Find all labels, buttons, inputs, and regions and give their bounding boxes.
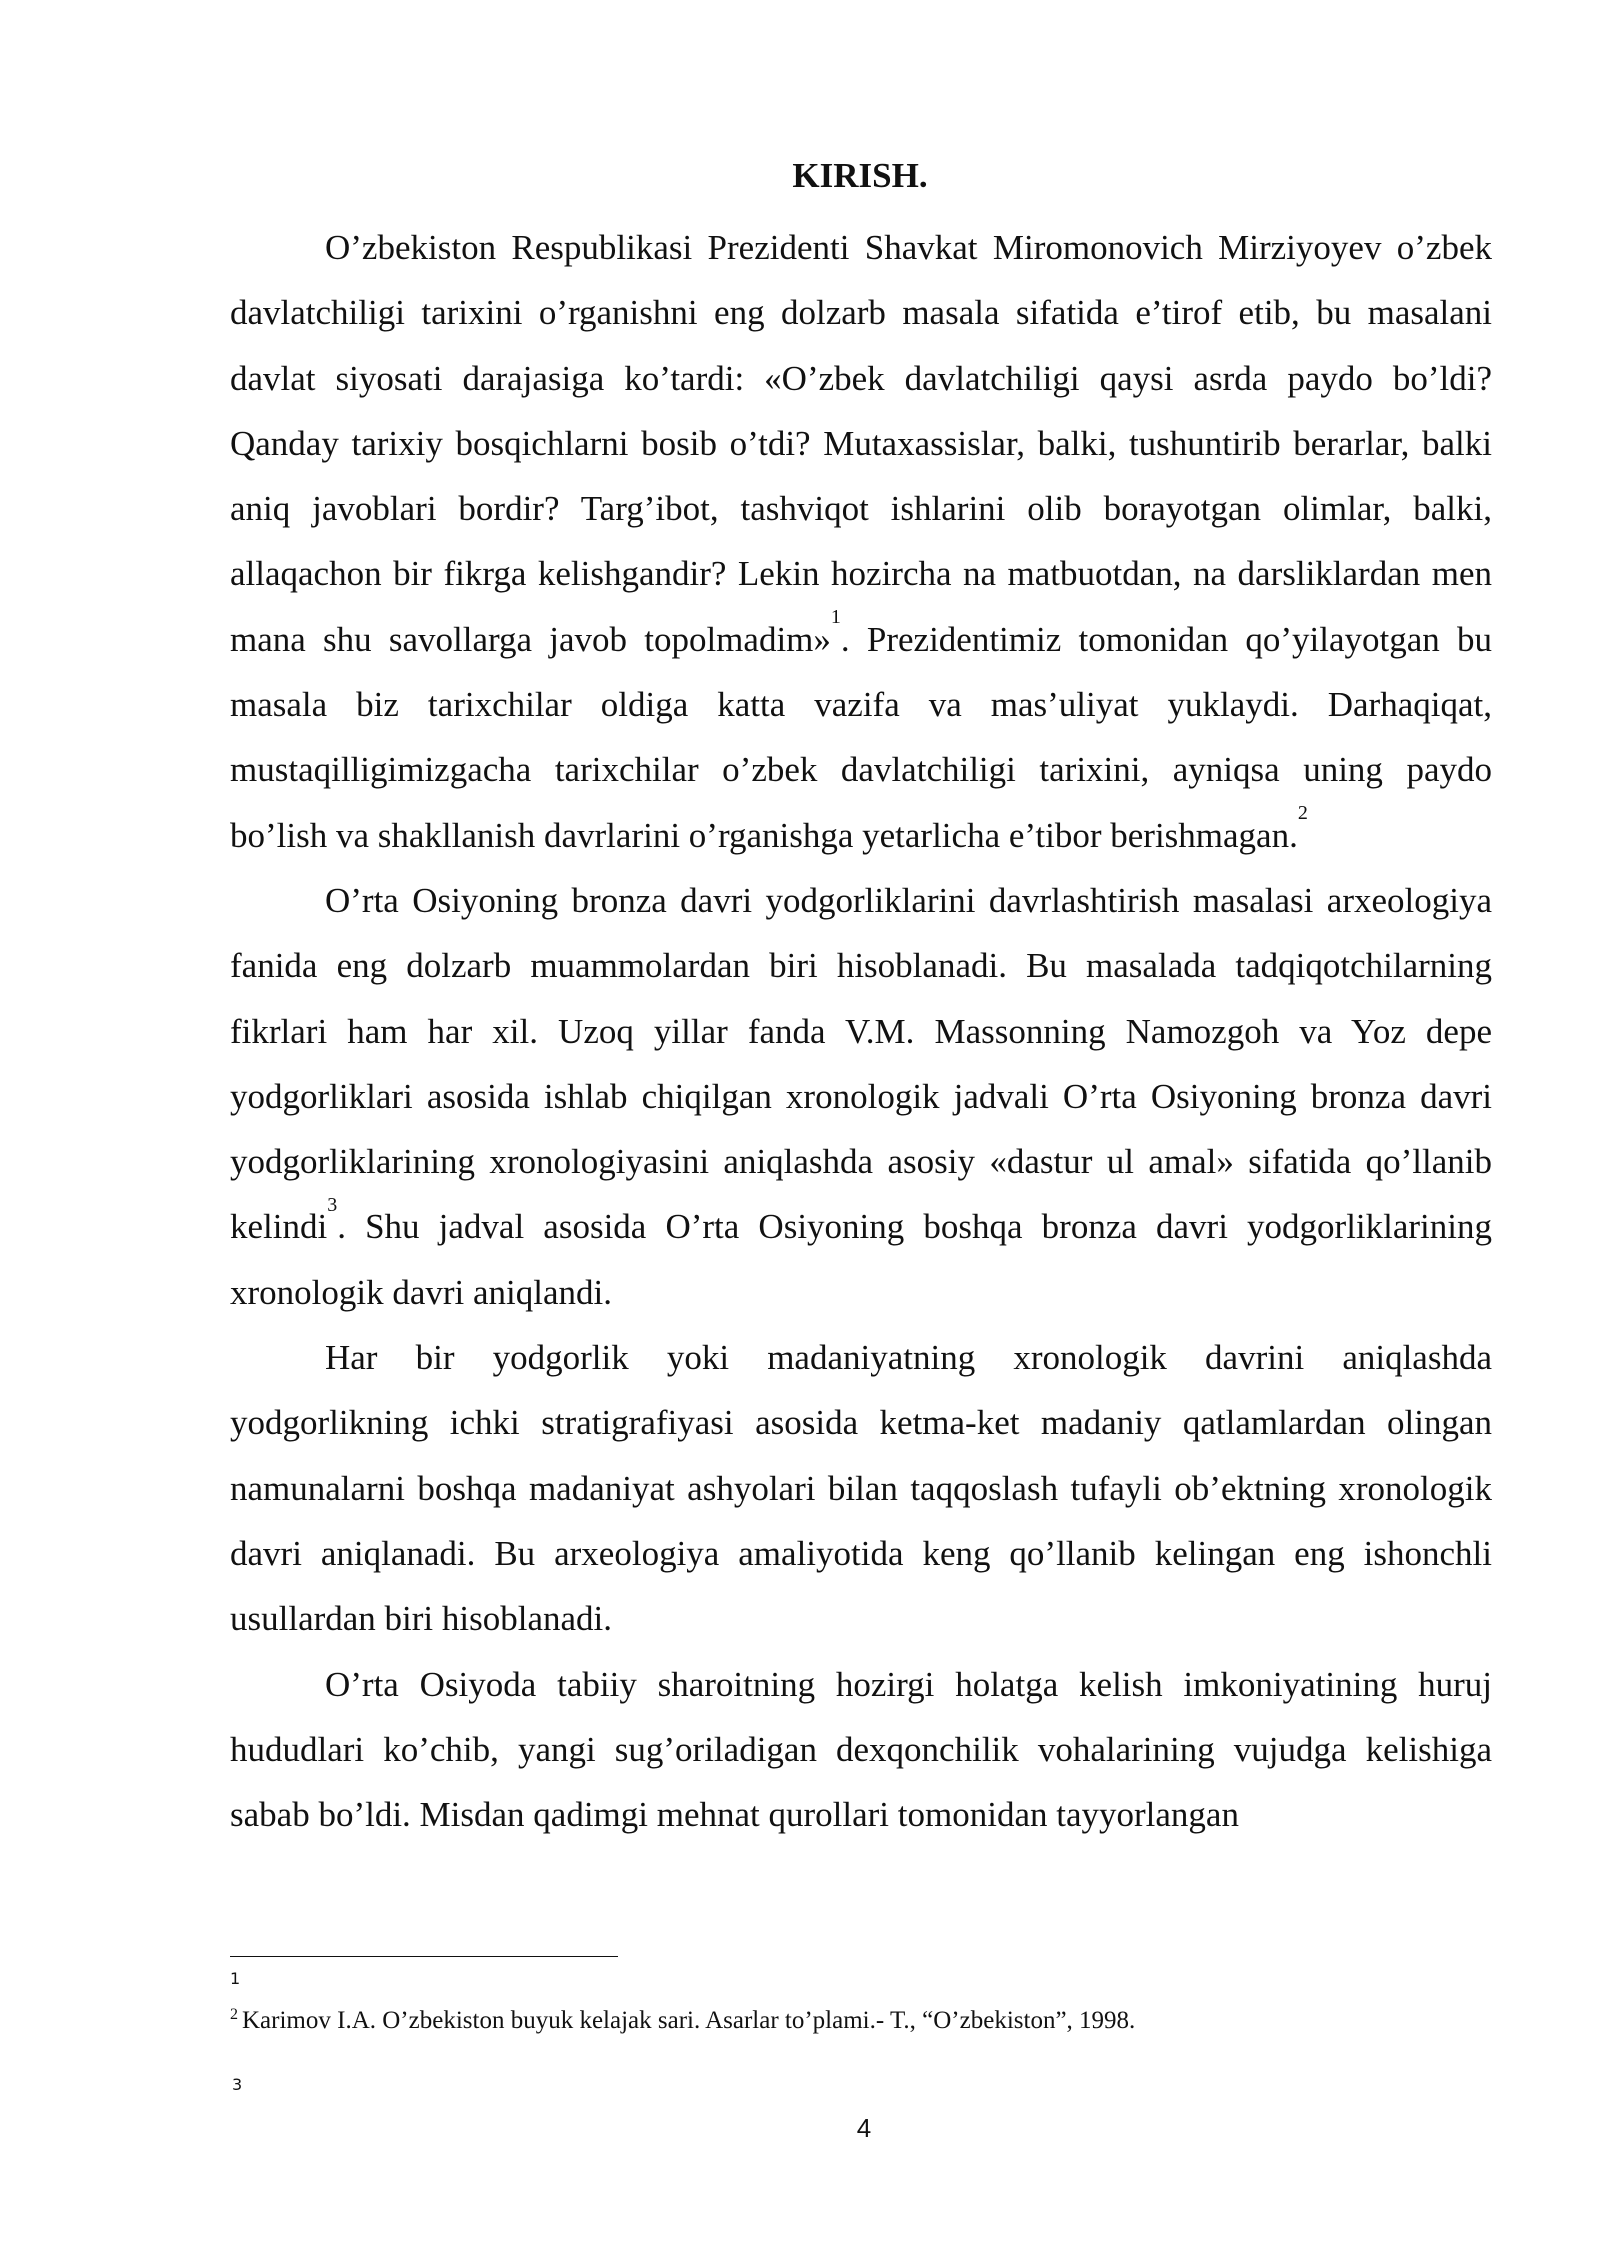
paragraph-1 bbox=[230, 215, 1492, 868]
footnote-ref-3[interactable]: 3 bbox=[327, 1193, 338, 1216]
paragraph-4: O’rta Osiyoda tabiiy sharoitning hozirgi holatga kelish imkoniyatining huruj hududlari ko’chib, yangi sug’oriladigan dexqonchilik vohalarining vujudga kelishiga sabab bo’ldi. Misdan qadimgi mehnat qurollari tomonidan tayyorlangan bbox=[230, 1664, 1492, 1835]
page-number: 4 bbox=[856, 2113, 872, 2143]
footnote-2-text: Karimov I.A. O’zbekiston buyuk kelajak sari. Asarlar to’plami.- T., “O’zbekiston”, 1998. bbox=[242, 2007, 1136, 2034]
paragraph-1-text-b: . Prezidentimiz tomonidan qo’yilayotgan bu masala biz tarixchilar oldiga katta vazifa va mas’uliyat yuklaydi. Darhaqiqat, mustaqilligimizgacha tarixchilar o’zbek davlatchiligi tarixini, ayniqsa uning paydo bo’lish va shakllanish davrlarini o’rganishga yetarlicha e’tibor berishmagan. bbox=[230, 619, 1493, 855]
footnote-3 bbox=[232, 2068, 242, 2100]
body-text bbox=[230, 215, 1492, 1847]
footnote-2-number: 2 bbox=[230, 2006, 238, 2023]
paragraph-1-text-a: O’zbekiston Respublikasi Prezidenti Shavkat Miromonovich Mirziyoyev o’zbek davlatchiligi tarixini o’rganishni eng dolzarb masala sifatida e’tirof etib, bu masalani davlat siyosati darajasiga ko’tardi: «O’zbek davlatchiligi qaysi asrda paydo bo’ldi? Qanday tarixiy bosqichlarni bosib o’tdi? Mutaxassislar, balki, tushuntirib berarlar, balki aniq javoblari bordir? Targ’ibot, tashviqot ishlarini olib borayotgan olimlar, balki, allaqachon bir fikrga kelishgandir? Lekin hozircha na matbuotdan, na darsliklardan men mana shu savollarga javob topolmadim» bbox=[230, 228, 1492, 659]
footnote-3-number: 3 bbox=[232, 2075, 243, 2094]
footnote-separator bbox=[230, 1956, 618, 1957]
paragraph-3: Har bir yodgorlik yoki madaniyatning xronologik davrini aniqlashda yodgorlikning ichki stratigrafiyasi asosida ketma-ket madaniy qatlamlardan olingan namunalarni boshqa madaniyat ashyolari bilan taqqoslash tufayli ob’ektning xronologik davri aniqlanadi. Bu arxeologiya amaliyotida keng qo’llanib kelingan eng ishonchli usullardan biri hisoblanadi. bbox=[230, 1338, 1492, 1639]
paragraph-2-text-b: . Shu jadval asosida O’rta Osiyoning boshqa bronza davri yodgorliklarining xronologik davri aniqlandi. bbox=[230, 1207, 1492, 1312]
section-title: KIRISH. bbox=[792, 156, 928, 195]
paragraph-2 bbox=[230, 868, 1492, 1325]
footnote-2 bbox=[230, 2006, 1135, 2039]
footnote-1 bbox=[230, 1962, 240, 1994]
footnote-ref-1[interactable]: 1 bbox=[830, 606, 841, 629]
footnote-1-number: 1 bbox=[230, 1969, 241, 1988]
footnote-ref-2[interactable]: 2 bbox=[1297, 802, 1308, 825]
paragraph-2-text-a: O’rta Osiyoning bronza davri yodgorliklarini davrlashtirish masalasi arxeologiya fanida eng dolzarb muammolardan biri hisoblanadi. Bu masalada tadqiqotchilarning fikrlari ham har xil. Uzoq yillar fanda V.M. Massonning Namozgoh va Yoz depe yodgorliklari asosida ishlab chiqilgan xronologik jadvali O’rta Osiyoning bronza davri yodgorliklarining xronologiyasini aniqlashda asosiy «dastur ul amal» sifatida qo’llanib kelindi bbox=[230, 880, 1492, 1247]
